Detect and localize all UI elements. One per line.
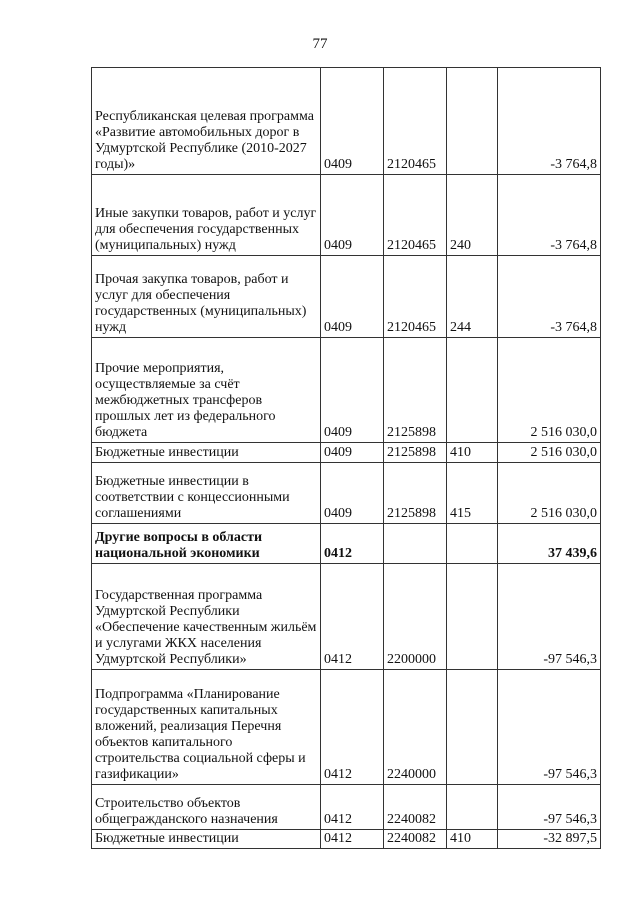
row-section: 0412 [321,670,384,785]
row-amount: 2 516 030,0 [498,338,601,443]
row-type [447,785,498,830]
row-amount: -97 546,3 [498,564,601,670]
row-name: Другие вопросы в области национальной экономики [92,524,321,564]
table-row [92,463,601,524]
row-amount: -3 764,8 [498,256,601,338]
table-row [92,256,601,338]
row-type [447,68,498,175]
table-row [92,564,601,670]
row-section: 0409 [321,443,384,463]
row-name: Бюджетные инвестиции [92,443,321,463]
row-section: 0412 [321,564,384,670]
row-amount: -97 546,3 [498,670,601,785]
row-type [447,564,498,670]
row-type: 410 [447,443,498,463]
row-amount: -97 546,3 [498,785,601,830]
row-type [447,670,498,785]
row-type: 240 [447,175,498,256]
row-target: 2120465 [384,256,447,338]
row-target: 2240000 [384,670,447,785]
row-amount: -3 764,8 [498,68,601,175]
table-row [92,175,601,256]
row-amount: 37 439,6 [498,524,601,564]
row-target: 2240082 [384,830,447,849]
table-row [92,68,601,175]
row-target: 2125898 [384,463,447,524]
row-amount: 2 516 030,0 [498,463,601,524]
row-section: 0409 [321,338,384,443]
row-name: Прочая закупка товаров, работ и услуг для обеспечения государственных (муниципальных) нужд [92,256,321,338]
row-type: 410 [447,830,498,849]
budget-table [91,67,601,849]
row-target: 2120465 [384,68,447,175]
row-name: Строительство объектов общегражданского назначения [92,785,321,830]
row-type [447,338,498,443]
row-name: Государственная программа Удмуртской Республики «Обеспечение качественным жильём и услугами ЖКХ населения Удмуртской Республики» [92,564,321,670]
table-row [92,830,601,849]
row-name: Прочие мероприятия, осуществляемые за счёт межбюджетных трансферов прошлых лет из федерального бюджета [92,338,321,443]
row-name: Республиканская целевая программа «Развитие автомобильных дорог в Удмуртской Республике (2010-2027 годы)» [92,68,321,175]
row-section: 0412 [321,785,384,830]
row-amount: -3 764,8 [498,175,601,256]
row-type [447,524,498,564]
row-target [384,524,447,564]
row-section: 0412 [321,830,384,849]
table-row [92,443,601,463]
row-name: Подпрограмма «Планирование государственных капитальных вложений, реализация Перечня объектов капитального строительства социальной сферы и газификации» [92,670,321,785]
table-row [92,524,601,564]
row-target: 2200000 [384,564,447,670]
row-target: 2125898 [384,443,447,463]
table-row [92,670,601,785]
table-row [92,338,601,443]
row-target: 2120465 [384,175,447,256]
page-number: 77 [312,36,328,52]
row-section: 0412 [321,524,384,564]
row-section: 0409 [321,68,384,175]
row-target: 2125898 [384,338,447,443]
row-name: Иные закупки товаров, работ и услуг для обеспечения государственных (муниципальных) нужд [92,175,321,256]
row-target: 2240082 [384,785,447,830]
row-type: 244 [447,256,498,338]
table-row [92,785,601,830]
row-section: 0409 [321,256,384,338]
row-section: 0409 [321,463,384,524]
row-amount: 2 516 030,0 [498,443,601,463]
row-name: Бюджетные инвестиции [92,830,321,849]
row-section: 0409 [321,175,384,256]
row-type: 415 [447,463,498,524]
row-name: Бюджетные инвестиции в соответствии с концессионными соглашениями [92,463,321,524]
row-amount: -32 897,5 [498,830,601,849]
